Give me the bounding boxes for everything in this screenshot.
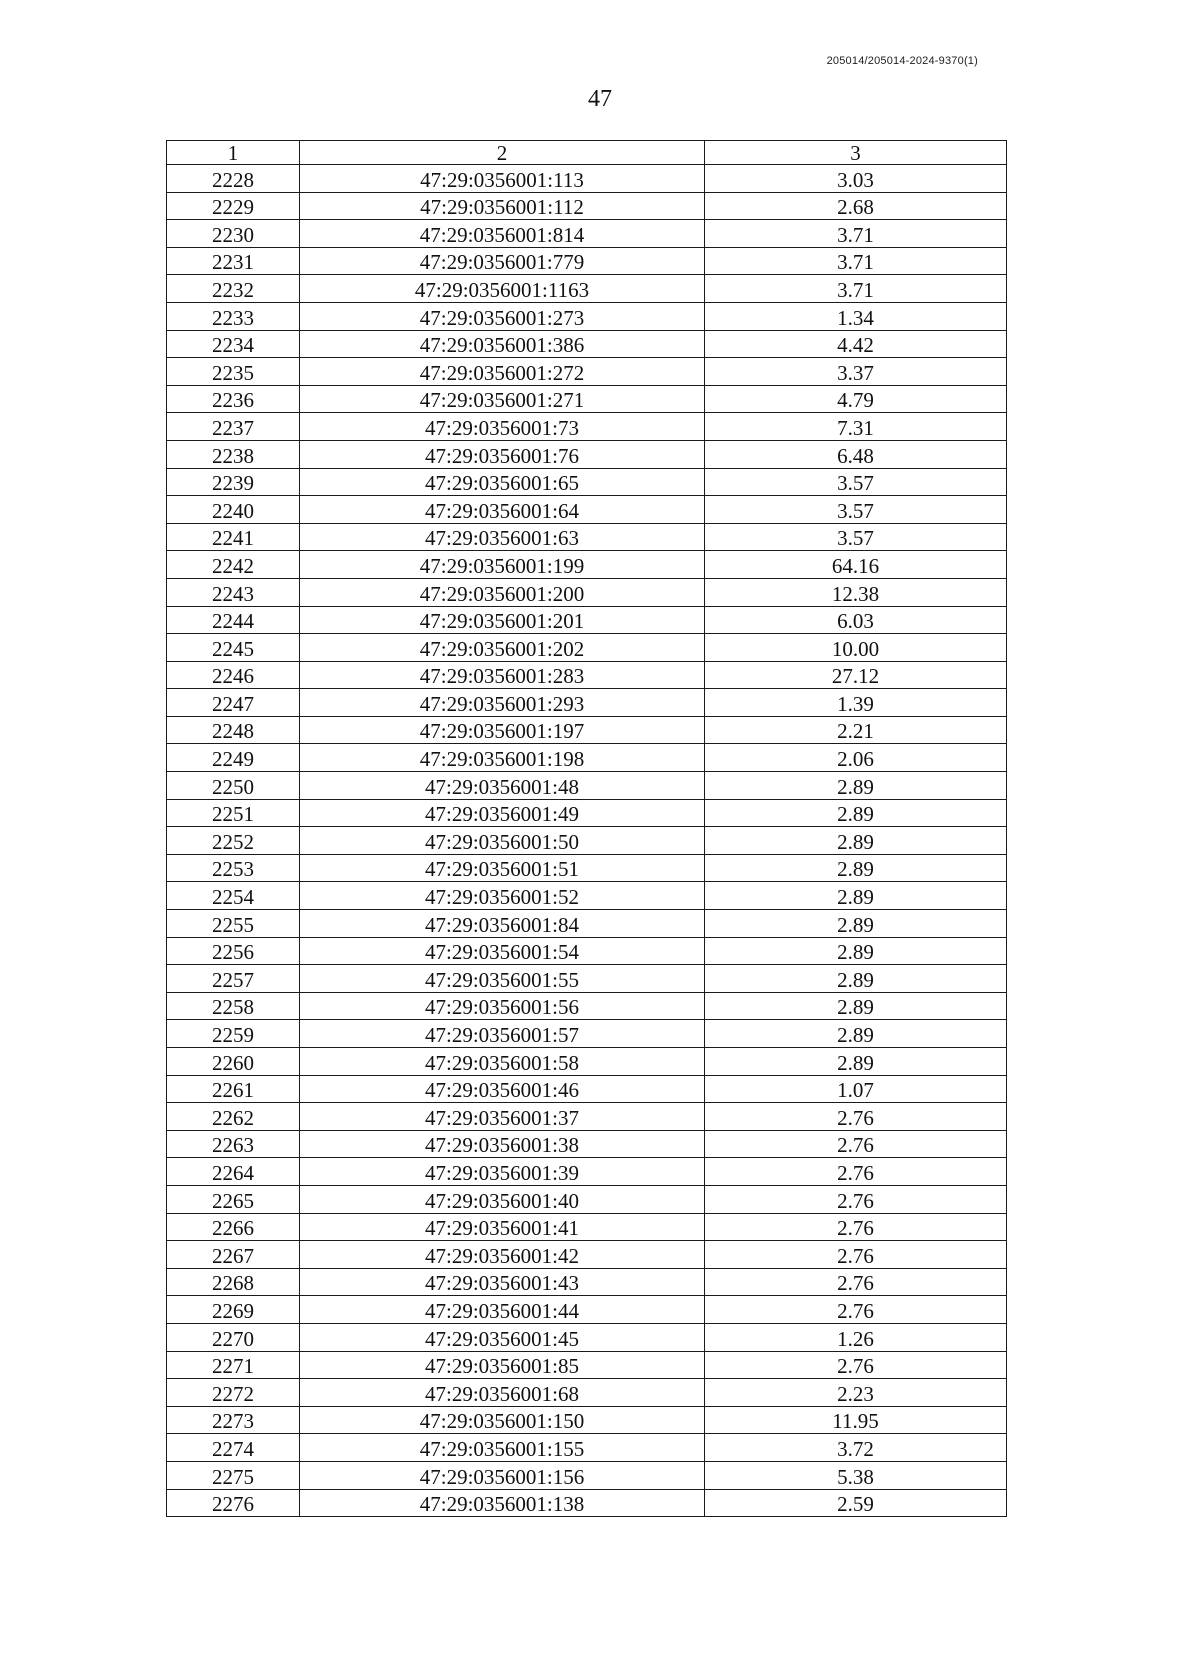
area-value-cell: 10.00 (705, 634, 1007, 662)
cadastral-number-cell: 47:29:0356001:273 (300, 302, 705, 330)
area-value-cell: 3.71 (705, 275, 1007, 303)
cadastral-number-cell: 47:29:0356001:85 (300, 1351, 705, 1379)
area-value-cell: 2.76 (705, 1241, 1007, 1269)
row-number-cell: 2276 (167, 1489, 300, 1517)
table-row (167, 1103, 1007, 1131)
table-row (167, 661, 1007, 689)
area-value-cell: 64.16 (705, 551, 1007, 579)
row-number-cell: 2252 (167, 827, 300, 855)
area-value-cell: 2.89 (705, 992, 1007, 1020)
row-number-cell: 2253 (167, 854, 300, 882)
table-row (167, 910, 1007, 938)
row-number-cell: 2262 (167, 1103, 300, 1131)
table-header (167, 141, 1007, 165)
cadastral-number-cell: 47:29:0356001:56 (300, 992, 705, 1020)
row-number-cell: 2236 (167, 385, 300, 413)
column-header-1: 1 (167, 141, 300, 165)
table-row (167, 992, 1007, 1020)
table-row (167, 1489, 1007, 1517)
cadastral-number-cell: 47:29:0356001:54 (300, 937, 705, 965)
table-row (167, 854, 1007, 882)
area-value-cell: 1.07 (705, 1075, 1007, 1103)
area-value-cell: 2.76 (705, 1158, 1007, 1186)
table-row (167, 1268, 1007, 1296)
table-row (167, 827, 1007, 855)
area-value-cell: 3.03 (705, 165, 1007, 193)
table-row (167, 496, 1007, 524)
area-value-cell: 3.37 (705, 358, 1007, 386)
page-number: 47 (588, 86, 612, 112)
area-value-cell: 2.76 (705, 1351, 1007, 1379)
cadastral-number-cell: 47:29:0356001:293 (300, 689, 705, 717)
row-number-cell: 2229 (167, 192, 300, 220)
table-row (167, 468, 1007, 496)
row-number-cell: 2246 (167, 661, 300, 689)
table-row (167, 744, 1007, 772)
area-value-cell: 1.26 (705, 1323, 1007, 1351)
cadastral-number-cell: 47:29:0356001:779 (300, 247, 705, 275)
cadastral-number-cell: 47:29:0356001:51 (300, 854, 705, 882)
table-row (167, 523, 1007, 551)
row-number-cell: 2242 (167, 551, 300, 579)
cadastral-number-cell: 47:29:0356001:57 (300, 1020, 705, 1048)
area-value-cell: 3.71 (705, 220, 1007, 248)
row-number-cell: 2243 (167, 578, 300, 606)
table-row (167, 330, 1007, 358)
area-value-cell: 2.89 (705, 1048, 1007, 1076)
table-row (167, 1075, 1007, 1103)
row-number-cell: 2265 (167, 1185, 300, 1213)
area-value-cell: 2.89 (705, 882, 1007, 910)
cadastral-number-cell: 47:29:0356001:58 (300, 1048, 705, 1076)
area-value-cell: 2.76 (705, 1103, 1007, 1131)
table-row (167, 1130, 1007, 1158)
area-value-cell: 3.72 (705, 1434, 1007, 1462)
table-row (167, 772, 1007, 800)
table-header-row (167, 141, 1007, 165)
row-number-cell: 2264 (167, 1158, 300, 1186)
cadastral-number-cell: 47:29:0356001:37 (300, 1103, 705, 1131)
row-number-cell: 2247 (167, 689, 300, 717)
table-row (167, 689, 1007, 717)
row-number-cell: 2241 (167, 523, 300, 551)
table-row (167, 275, 1007, 303)
table-row (167, 1158, 1007, 1186)
row-number-cell: 2275 (167, 1461, 300, 1489)
cadastral-number-cell: 47:29:0356001:283 (300, 661, 705, 689)
cadastral-number-cell: 47:29:0356001:64 (300, 496, 705, 524)
data-table (166, 140, 1007, 1517)
row-number-cell: 2250 (167, 772, 300, 800)
table-row (167, 716, 1007, 744)
table-row (167, 937, 1007, 965)
table-row (167, 440, 1007, 468)
area-value-cell: 2.76 (705, 1296, 1007, 1324)
area-value-cell: 2.21 (705, 716, 1007, 744)
row-number-cell: 2257 (167, 965, 300, 993)
row-number-cell: 2235 (167, 358, 300, 386)
table-row (167, 634, 1007, 662)
cadastral-number-cell: 47:29:0356001:41 (300, 1213, 705, 1241)
cadastral-number-cell: 47:29:0356001:45 (300, 1323, 705, 1351)
table-row (167, 1020, 1007, 1048)
table-row (167, 551, 1007, 579)
table-row (167, 799, 1007, 827)
row-number-cell: 2233 (167, 302, 300, 330)
row-number-cell: 2238 (167, 440, 300, 468)
table-row (167, 1461, 1007, 1489)
area-value-cell: 2.06 (705, 744, 1007, 772)
row-number-cell: 2261 (167, 1075, 300, 1103)
table-row (167, 192, 1007, 220)
row-number-cell: 2272 (167, 1379, 300, 1407)
cadastral-number-cell: 47:29:0356001:198 (300, 744, 705, 772)
area-value-cell: 1.34 (705, 302, 1007, 330)
row-number-cell: 2259 (167, 1020, 300, 1048)
row-number-cell: 2263 (167, 1130, 300, 1158)
area-value-cell: 12.38 (705, 578, 1007, 606)
cadastral-number-cell: 47:29:0356001:38 (300, 1130, 705, 1158)
area-value-cell: 3.57 (705, 468, 1007, 496)
row-number-cell: 2255 (167, 910, 300, 938)
row-number-cell: 2254 (167, 882, 300, 910)
cadastral-number-cell: 47:29:0356001:113 (300, 165, 705, 193)
table-row (167, 220, 1007, 248)
area-value-cell: 2.89 (705, 1020, 1007, 1048)
column-header-3: 3 (705, 141, 1007, 165)
cadastral-number-cell: 47:29:0356001:199 (300, 551, 705, 579)
table-row (167, 965, 1007, 993)
cadastral-number-cell: 47:29:0356001:39 (300, 1158, 705, 1186)
row-number-cell: 2274 (167, 1434, 300, 1462)
cadastral-number-cell: 47:29:0356001:112 (300, 192, 705, 220)
cadastral-number-cell: 47:29:0356001:202 (300, 634, 705, 662)
area-value-cell: 11.95 (705, 1406, 1007, 1434)
row-number-cell: 2230 (167, 220, 300, 248)
table-row (167, 1379, 1007, 1407)
table-row (167, 302, 1007, 330)
cadastral-number-cell: 47:29:0356001:271 (300, 385, 705, 413)
table-row (167, 165, 1007, 193)
row-number-cell: 2258 (167, 992, 300, 1020)
cadastral-number-cell: 47:29:0356001:44 (300, 1296, 705, 1324)
area-value-cell: 2.76 (705, 1268, 1007, 1296)
table-row (167, 882, 1007, 910)
area-value-cell: 4.42 (705, 330, 1007, 358)
area-value-cell: 3.57 (705, 496, 1007, 524)
area-value-cell: 2.76 (705, 1130, 1007, 1158)
area-value-cell: 2.68 (705, 192, 1007, 220)
area-value-cell: 5.38 (705, 1461, 1007, 1489)
area-value-cell: 6.48 (705, 440, 1007, 468)
cadastral-number-cell: 47:29:0356001:84 (300, 910, 705, 938)
row-number-cell: 2270 (167, 1323, 300, 1351)
table-row (167, 358, 1007, 386)
cadastral-number-cell: 47:29:0356001:43 (300, 1268, 705, 1296)
row-number-cell: 2239 (167, 468, 300, 496)
area-value-cell: 2.23 (705, 1379, 1007, 1407)
row-number-cell: 2240 (167, 496, 300, 524)
area-value-cell: 3.71 (705, 247, 1007, 275)
area-value-cell: 4.79 (705, 385, 1007, 413)
cadastral-number-cell: 47:29:0356001:63 (300, 523, 705, 551)
cadastral-number-cell: 47:29:0356001:76 (300, 440, 705, 468)
table-row (167, 1434, 1007, 1462)
table-body (167, 165, 1007, 1517)
cadastral-number-cell: 47:29:0356001:156 (300, 1461, 705, 1489)
cadastral-number-cell: 47:29:0356001:138 (300, 1489, 705, 1517)
row-number-cell: 2248 (167, 716, 300, 744)
cadastral-number-cell: 47:29:0356001:50 (300, 827, 705, 855)
table-row (167, 1406, 1007, 1434)
area-value-cell: 2.89 (705, 799, 1007, 827)
cadastral-number-cell: 47:29:0356001:52 (300, 882, 705, 910)
cadastral-number-cell: 47:29:0356001:73 (300, 413, 705, 441)
row-number-cell: 2237 (167, 413, 300, 441)
row-number-cell: 2273 (167, 1406, 300, 1434)
row-number-cell: 2268 (167, 1268, 300, 1296)
area-value-cell: 2.76 (705, 1213, 1007, 1241)
table-row (167, 1213, 1007, 1241)
cadastral-number-cell: 47:29:0356001:201 (300, 606, 705, 634)
table-row (167, 1323, 1007, 1351)
table-row (167, 385, 1007, 413)
area-value-cell: 27.12 (705, 661, 1007, 689)
area-value-cell: 6.03 (705, 606, 1007, 634)
row-number-cell: 2231 (167, 247, 300, 275)
row-number-cell: 2232 (167, 275, 300, 303)
cadastral-number-cell: 47:29:0356001:1163 (300, 275, 705, 303)
cadastral-number-cell: 47:29:0356001:68 (300, 1379, 705, 1407)
row-number-cell: 2260 (167, 1048, 300, 1076)
table-row (167, 1351, 1007, 1379)
row-number-cell: 2266 (167, 1213, 300, 1241)
cadastral-number-cell: 47:29:0356001:42 (300, 1241, 705, 1269)
row-number-cell: 2251 (167, 799, 300, 827)
cadastral-number-cell: 47:29:0356001:46 (300, 1075, 705, 1103)
cadastral-number-cell: 47:29:0356001:150 (300, 1406, 705, 1434)
area-value-cell: 2.89 (705, 827, 1007, 855)
table-row (167, 1241, 1007, 1269)
row-number-cell: 2245 (167, 634, 300, 662)
area-value-cell: 2.89 (705, 854, 1007, 882)
cadastral-number-cell: 47:29:0356001:40 (300, 1185, 705, 1213)
row-number-cell: 2267 (167, 1241, 300, 1269)
table-row (167, 1048, 1007, 1076)
row-number-cell: 2228 (167, 165, 300, 193)
cadastral-number-cell: 47:29:0356001:155 (300, 1434, 705, 1462)
row-number-cell: 2271 (167, 1351, 300, 1379)
area-value-cell: 1.39 (705, 689, 1007, 717)
area-value-cell: 2.89 (705, 937, 1007, 965)
column-header-2: 2 (300, 141, 705, 165)
table-row (167, 1185, 1007, 1213)
row-number-cell: 2249 (167, 744, 300, 772)
table-row (167, 413, 1007, 441)
area-value-cell: 3.57 (705, 523, 1007, 551)
cadastral-number-cell: 47:29:0356001:65 (300, 468, 705, 496)
area-value-cell: 2.76 (705, 1185, 1007, 1213)
cadastral-number-cell: 47:29:0356001:55 (300, 965, 705, 993)
area-value-cell: 7.31 (705, 413, 1007, 441)
cadastral-number-cell: 47:29:0356001:814 (300, 220, 705, 248)
table-row (167, 247, 1007, 275)
area-value-cell: 2.89 (705, 965, 1007, 993)
row-number-cell: 2244 (167, 606, 300, 634)
cadastral-number-cell: 47:29:0356001:272 (300, 358, 705, 386)
cadastral-number-cell: 47:29:0356001:200 (300, 578, 705, 606)
area-value-cell: 2.89 (705, 772, 1007, 800)
row-number-cell: 2269 (167, 1296, 300, 1324)
cadastral-number-cell: 47:29:0356001:48 (300, 772, 705, 800)
cadastral-number-cell: 47:29:0356001:197 (300, 716, 705, 744)
table-row (167, 606, 1007, 634)
table-row (167, 578, 1007, 606)
cadastral-number-cell: 47:29:0356001:386 (300, 330, 705, 358)
table-row (167, 1296, 1007, 1324)
document-id: 205014/205014-2024-9370(1) (826, 55, 978, 67)
area-value-cell: 2.59 (705, 1489, 1007, 1517)
area-value-cell: 2.89 (705, 910, 1007, 938)
row-number-cell: 2234 (167, 330, 300, 358)
cadastral-number-cell: 47:29:0356001:49 (300, 799, 705, 827)
row-number-cell: 2256 (167, 937, 300, 965)
